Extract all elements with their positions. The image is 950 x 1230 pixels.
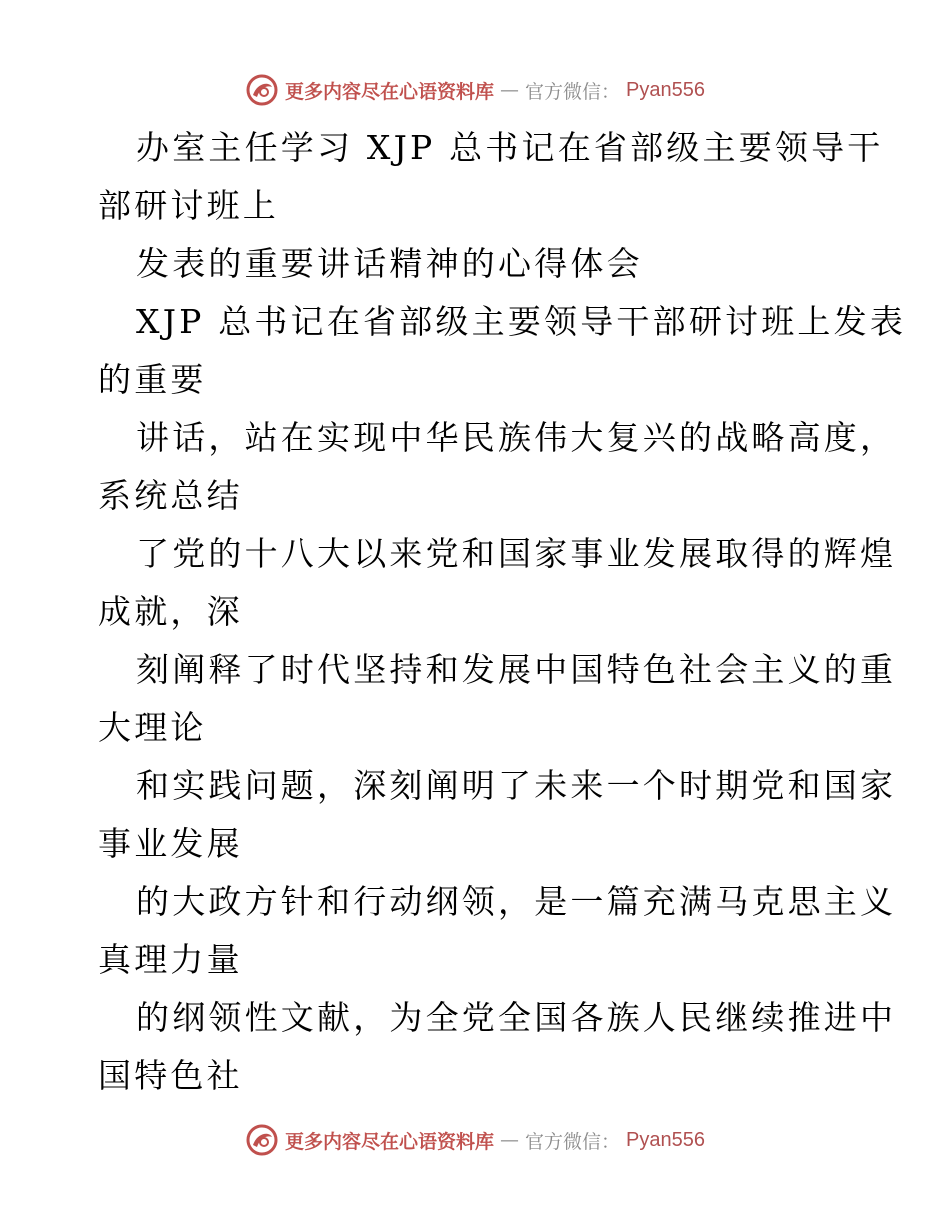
body-line: 国特色社 xyxy=(98,1056,243,1095)
body-line: 刻阐释了时代坚持和发展中国特色社会主义的重 xyxy=(136,650,897,689)
body-line: 了党的十八大以来党和国家事业发展取得的辉煌 xyxy=(136,534,897,573)
body-line: 事业发展 xyxy=(98,824,243,863)
banner-wechat-id: Pyan556 xyxy=(626,78,705,101)
footer-banner xyxy=(0,1120,950,1160)
body-line: 办室主任学习 XJP 总书记在省部级主要领导干 xyxy=(136,128,884,167)
banner-separator: — xyxy=(500,1129,520,1151)
swirl-logo-icon xyxy=(245,73,279,107)
body-line: 的纲领性文献，为全党全国各族人民继续推进中 xyxy=(136,998,897,1037)
body-line: 发表的重要讲话精神的心得体会 xyxy=(136,244,643,283)
banner-separator: — xyxy=(500,79,520,101)
banner-wechat-label: 官方微信： xyxy=(525,1130,621,1153)
body-line: 真理力量 xyxy=(98,940,243,979)
body-line: 的重要 xyxy=(98,360,207,399)
banner-wechat-label: 官方微信： xyxy=(525,80,621,103)
swirl-logo-icon xyxy=(245,1123,279,1157)
body-line: XJP 总书记在省部级主要领导干部研讨班上发表 xyxy=(136,302,907,341)
body-line: 部研讨班上 xyxy=(98,186,279,225)
body-line: 讲话，站在实现中华民族伟大复兴的战略高度， xyxy=(136,418,897,457)
body-line: 系统总结 xyxy=(98,476,243,515)
body-line: 和实践问题，深刻阐明了未来一个时期党和国家 xyxy=(136,766,897,805)
banner-brand-text: 更多内容尽在心语资料库 xyxy=(285,80,495,103)
body-line: 成就，深 xyxy=(98,592,243,631)
header-banner xyxy=(0,70,950,110)
body-line: 大理论 xyxy=(98,708,207,747)
body-line: 的大政方针和行动纲领，是一篇充满马克思主义 xyxy=(136,882,897,921)
banner-wechat-id: Pyan556 xyxy=(626,1128,705,1151)
banner-brand-text: 更多内容尽在心语资料库 xyxy=(285,1130,495,1153)
